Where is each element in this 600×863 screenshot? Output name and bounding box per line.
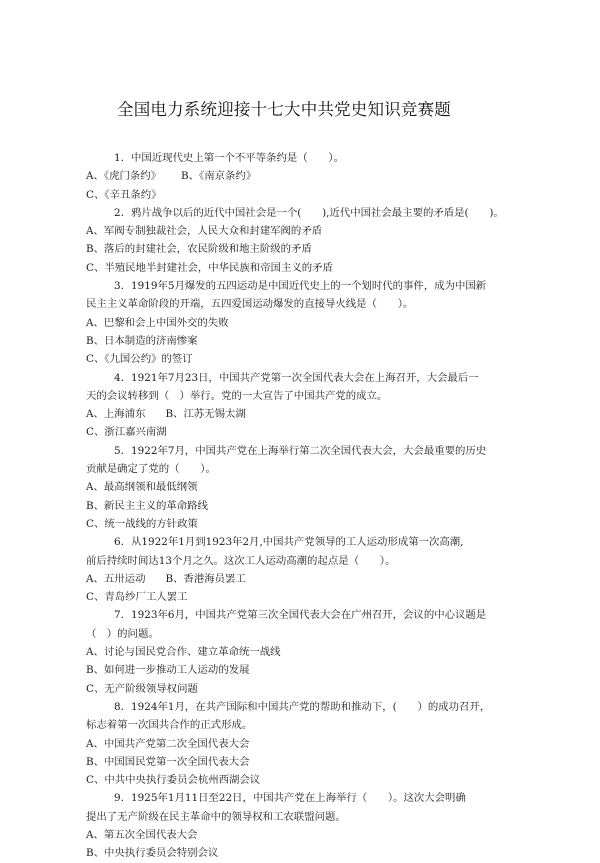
question-stem-continued: 标志着第一次国共合作的正式形成。 bbox=[86, 719, 253, 732]
question-stem: 2．鸦片战争以后的近代中国社会是一个( ),近代中国社会最主要的矛盾是( )。 bbox=[114, 206, 504, 219]
answer-option: C、中共中央执行委员会杭州西湖会议 bbox=[86, 774, 261, 787]
question-stem: 6．从1922年1月到1923年2月,中国共产党领导的工人运动形成第一次高潮, bbox=[114, 536, 464, 549]
question-stem-continued: 民主主义革命阶段的开端，五四爱国运动爆发的直接导火线是（ ）。 bbox=[86, 298, 414, 311]
answer-option: B、新民主主义的革命路线 bbox=[86, 499, 208, 512]
question-stem-continued: 前后持续时间达13个月之久。这次工人运动高潮的起点是（ ）。 bbox=[86, 554, 396, 567]
answer-option: B、中央执行委员会特别会议 bbox=[86, 847, 219, 860]
question-stem: 9．1925年1月11日至22日，中国共产党在上海举行（ ）。这次大会明确 bbox=[114, 792, 466, 805]
document-title: 全国电力系统迎接十七大中共党史知识竞赛题 bbox=[117, 100, 451, 119]
answer-option: B、中国国民党第一次全国代表大会 bbox=[86, 755, 250, 768]
option-row bbox=[86, 167, 526, 185]
answer-option: B、如何进一步推动工人运动的发展 bbox=[86, 664, 250, 677]
question-stem: 4．1921年7月23日，中国共产党第一次全国代表大会在上海召开，大会最后一 bbox=[114, 371, 479, 384]
question-stem: 5．1922年7月，中国共产党在上海举行第二次全国代表大会，大会最重要的历史 bbox=[114, 444, 487, 457]
answer-option: B、香港海员罢工 bbox=[165, 572, 246, 585]
question-stem: 3．1919年5月爆发的五四运动是中国近代史上的一个划时代的事件，成为中国新 bbox=[114, 280, 487, 293]
question-block bbox=[86, 789, 526, 862]
answer-option: A、中国共产党第二次全国代表大会 bbox=[86, 737, 250, 750]
answer-option: A、最高纲领和最低纲领 bbox=[86, 481, 198, 494]
question-stem: 1．中国近现代史上第一个不平等条约是（ ）。 bbox=[114, 152, 345, 164]
answer-option: A、讨论与国民党合作、建立革命统一战线 bbox=[86, 646, 281, 659]
question-stem: 8．1924年1月，在共产国际和中国共产党的帮助和推动下，( ）的成功召开， bbox=[114, 700, 491, 713]
question-block bbox=[86, 698, 526, 789]
answer-option: C、半殖民地半封建社会，中华民族和帝国主义的矛盾 bbox=[86, 261, 333, 274]
option-row bbox=[86, 570, 526, 588]
answer-option: C、青岛纱厂工人罢工 bbox=[86, 591, 188, 604]
answer-option: A、上海浦东 bbox=[86, 408, 146, 421]
answer-option: B、落后的封建社会，农民阶级和地主阶级的矛盾 bbox=[86, 243, 312, 256]
answer-option: C、无产阶级领导权问题 bbox=[86, 682, 198, 695]
question-block bbox=[86, 533, 526, 606]
answer-option: A、《虎门条约》 bbox=[86, 170, 162, 183]
answer-option: C、《九国公约》的签订 bbox=[86, 353, 193, 366]
answer-option: A、五卅运动 bbox=[86, 572, 146, 585]
question-stem: 7．1923年6月，中国共产党第三次全国代表大会在广州召开，会议的中心议题是 bbox=[114, 609, 487, 622]
question-stem-continued: 提出了无产阶级在民主革命中的领导权和工农联盟问题。 bbox=[86, 810, 346, 823]
answer-option: B、《南京条约》 bbox=[181, 170, 257, 183]
answer-option: A、巴黎和会上中国外交的失败 bbox=[86, 316, 229, 329]
question-list bbox=[86, 149, 526, 863]
answer-option: C、浙江嘉兴南湖 bbox=[86, 426, 167, 439]
answer-option: B、日本制造的济南惨案 bbox=[86, 334, 198, 347]
option-row bbox=[86, 405, 526, 423]
answer-option: A、第五次全国代表大会 bbox=[86, 828, 198, 841]
question-block bbox=[86, 204, 526, 277]
question-stem-continued: 贡献是确定了党的（ ）。 bbox=[86, 463, 216, 476]
answer-option: B、江苏无锡太湖 bbox=[165, 408, 246, 421]
answer-option: A、军阀专制独裁社会，人民大众和封建军阀的矛盾 bbox=[86, 225, 323, 238]
question-stem-continued: 天的会议转移到（ ）举行。党的一大宣告了中国共产党的成立。 bbox=[86, 389, 388, 402]
question-stem-continued: （ ）的问题。 bbox=[86, 627, 159, 640]
question-block bbox=[86, 606, 526, 697]
question-block bbox=[86, 277, 526, 368]
question-block bbox=[86, 369, 526, 442]
answer-option: C、统一战线的方针政策 bbox=[86, 517, 198, 530]
question-block bbox=[86, 442, 526, 533]
answer-option: C、《辛丑条约》 bbox=[86, 188, 162, 201]
question-block bbox=[86, 149, 526, 204]
